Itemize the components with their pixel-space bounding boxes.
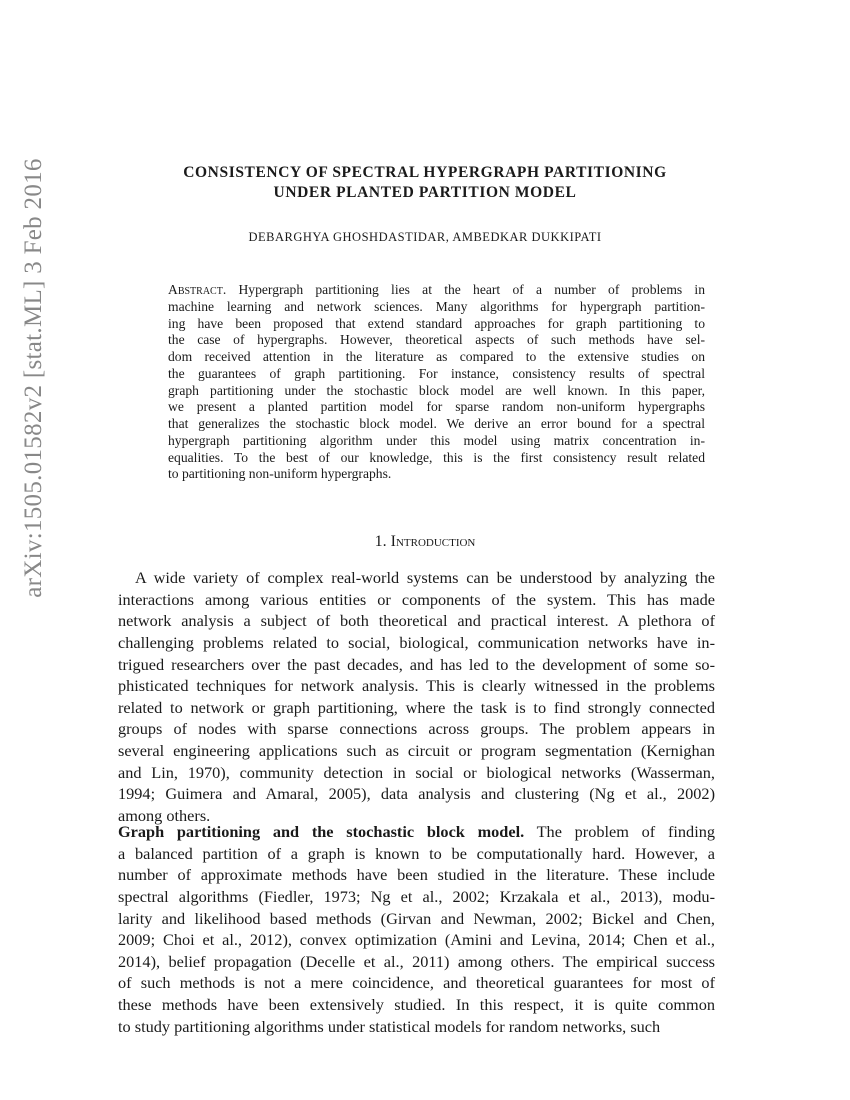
text-line	[118, 675, 715, 697]
paper-title-line-2: UNDER PLANTED PARTITION MODEL	[273, 184, 577, 201]
text-line	[168, 299, 705, 316]
line-text: among others.	[118, 806, 211, 826]
text-line	[118, 864, 715, 886]
line-text: of such methods is not a mere coincidence, and theoretical guarantees for most of	[118, 973, 715, 993]
line-text: related to network or graph partitioning, where the task is to find strongly connected	[118, 697, 715, 717]
line-text: groups of nodes with sparse connections across groups. The problem appears in	[118, 719, 715, 739]
text-line	[168, 466, 705, 483]
text-line	[118, 654, 715, 676]
paragraph-1	[118, 567, 715, 827]
arxiv-stamp: arXiv:1505.01582v2 [stat.ML] 3 Feb 2016	[20, 158, 47, 598]
abstract-label: Abstract.	[168, 282, 227, 297]
text-line	[118, 821, 715, 843]
line-text: 2009; Choi et al., 2012), convex optimization (Amini and Levina, 2014; Chen et al.,	[118, 930, 715, 950]
line-text: The problem of finding	[524, 822, 715, 841]
text-line	[168, 399, 705, 416]
line-text: hypergraph partitioning algorithm under this model using matrix concentration in-	[168, 432, 705, 448]
section-title: Introduction	[390, 533, 476, 550]
text-line	[168, 316, 705, 333]
line-text: A wide variety of complex real-world systems can be understood by analyzing the	[135, 568, 715, 587]
text-line	[118, 762, 715, 784]
line-text: that generalizes the stochastic block model. We derive an error bound for a spectral	[168, 416, 705, 431]
line-text: a balanced partition of a graph is known to be computationally hard. However, a	[118, 843, 715, 863]
line-text: Hypergraph partitioning lies at the heart of a number of problems in	[226, 282, 705, 297]
line-text: to study partitioning algorithms under statistical models for random networks, such	[118, 1016, 661, 1036]
text-line	[118, 994, 715, 1016]
text-line	[118, 718, 715, 740]
text-line	[118, 697, 715, 719]
line-text: ing have been proposed that extend standard approaches for graph partitioning to	[168, 315, 705, 331]
text-line	[118, 783, 715, 805]
line-text: graph partitioning under the stochastic block model are well known. In this paper,	[168, 382, 705, 398]
text-line	[168, 282, 705, 299]
line-text: the case of hypergraphs. However, theoretical aspects of such methods have sel-	[168, 332, 705, 348]
text-line	[168, 416, 705, 433]
text-line	[118, 632, 715, 654]
line-text: number of approximate methods have been studied in the literature. These include	[118, 865, 715, 885]
text-line	[168, 383, 705, 400]
line-text: machine learning and network sciences. Many algorithms for hypergraph partition-	[168, 298, 705, 314]
text-line	[168, 366, 705, 383]
line-text: interactions among various entities or components of the system. This has made	[118, 589, 715, 609]
line-text: dom received attention in the literature as compared to the extensive studies on	[168, 349, 705, 364]
text-line	[118, 929, 715, 951]
line-text: trigued researchers over the past decades, and has led to the development of some so-	[118, 654, 715, 674]
text-line	[118, 972, 715, 994]
text-line	[168, 332, 705, 349]
text-line	[118, 951, 715, 973]
text-line	[118, 589, 715, 611]
text-line	[118, 886, 715, 908]
paper-title-line-1: CONSISTENCY OF SPECTRAL HYPERGRAPH PARTITIONING	[183, 164, 667, 181]
line-text: several engineering applications such as circuit or program segmentation (Kernighan	[118, 741, 715, 761]
section-number: 1.	[374, 533, 387, 550]
paragraph-2	[118, 821, 715, 1037]
line-text: these methods have been extensively studied. In this respect, it is quite common	[118, 995, 715, 1015]
paragraph-heading: Graph partitioning and the stochastic block model.	[118, 822, 525, 841]
text-line	[118, 740, 715, 762]
text-line	[118, 610, 715, 632]
text-line	[168, 349, 705, 366]
text-line	[168, 450, 705, 467]
line-text: we present a planted partition model for sparse random non-uniform hypergraphs	[168, 399, 705, 415]
section-heading	[0, 533, 850, 551]
text-line	[118, 1016, 715, 1038]
authors: DEBARGHYA GHOSHDASTIDAR, AMBEDKAR DUKKIPATI	[248, 230, 602, 244]
text-line	[118, 567, 715, 589]
text-line	[118, 908, 715, 930]
line-text: spectral algorithms (Fiedler, 1973; Ng et al., 2002; Krzakala et al., 2013), modu-	[118, 886, 715, 906]
line-text: larity and likelihood based methods (Girvan and Newman, 2002; Bickel and Chen,	[118, 908, 715, 928]
text-line	[168, 433, 705, 450]
line-text: phisticated techniques for network analysis. This is clearly witnessed in the problems	[118, 676, 715, 696]
line-text: to partitioning non-uniform hypergraphs.	[168, 466, 392, 482]
line-text: and Lin, 1970), community detection in social or biological networks (Wasserman,	[118, 762, 715, 782]
line-text: 1994; Guimera and Amaral, 2005), data analysis and clustering (Ng et al., 2002)	[118, 784, 715, 804]
line-text: network analysis a subject of both theoretical and practical interest. A plethora of	[118, 611, 715, 631]
line-text: 2014), belief propagation (Decelle et al., 2011) among others. The empirical success	[118, 951, 715, 971]
line-text: challenging problems related to social, biological, communication networks have in-	[118, 632, 715, 652]
line-text: equalities. To the best of our knowledge, this is the first consistency result related	[168, 449, 705, 465]
text-line	[118, 843, 715, 865]
line-text: the guarantees of graph partitioning. For instance, consistency results of spectral	[168, 365, 705, 381]
abstract	[168, 282, 705, 483]
